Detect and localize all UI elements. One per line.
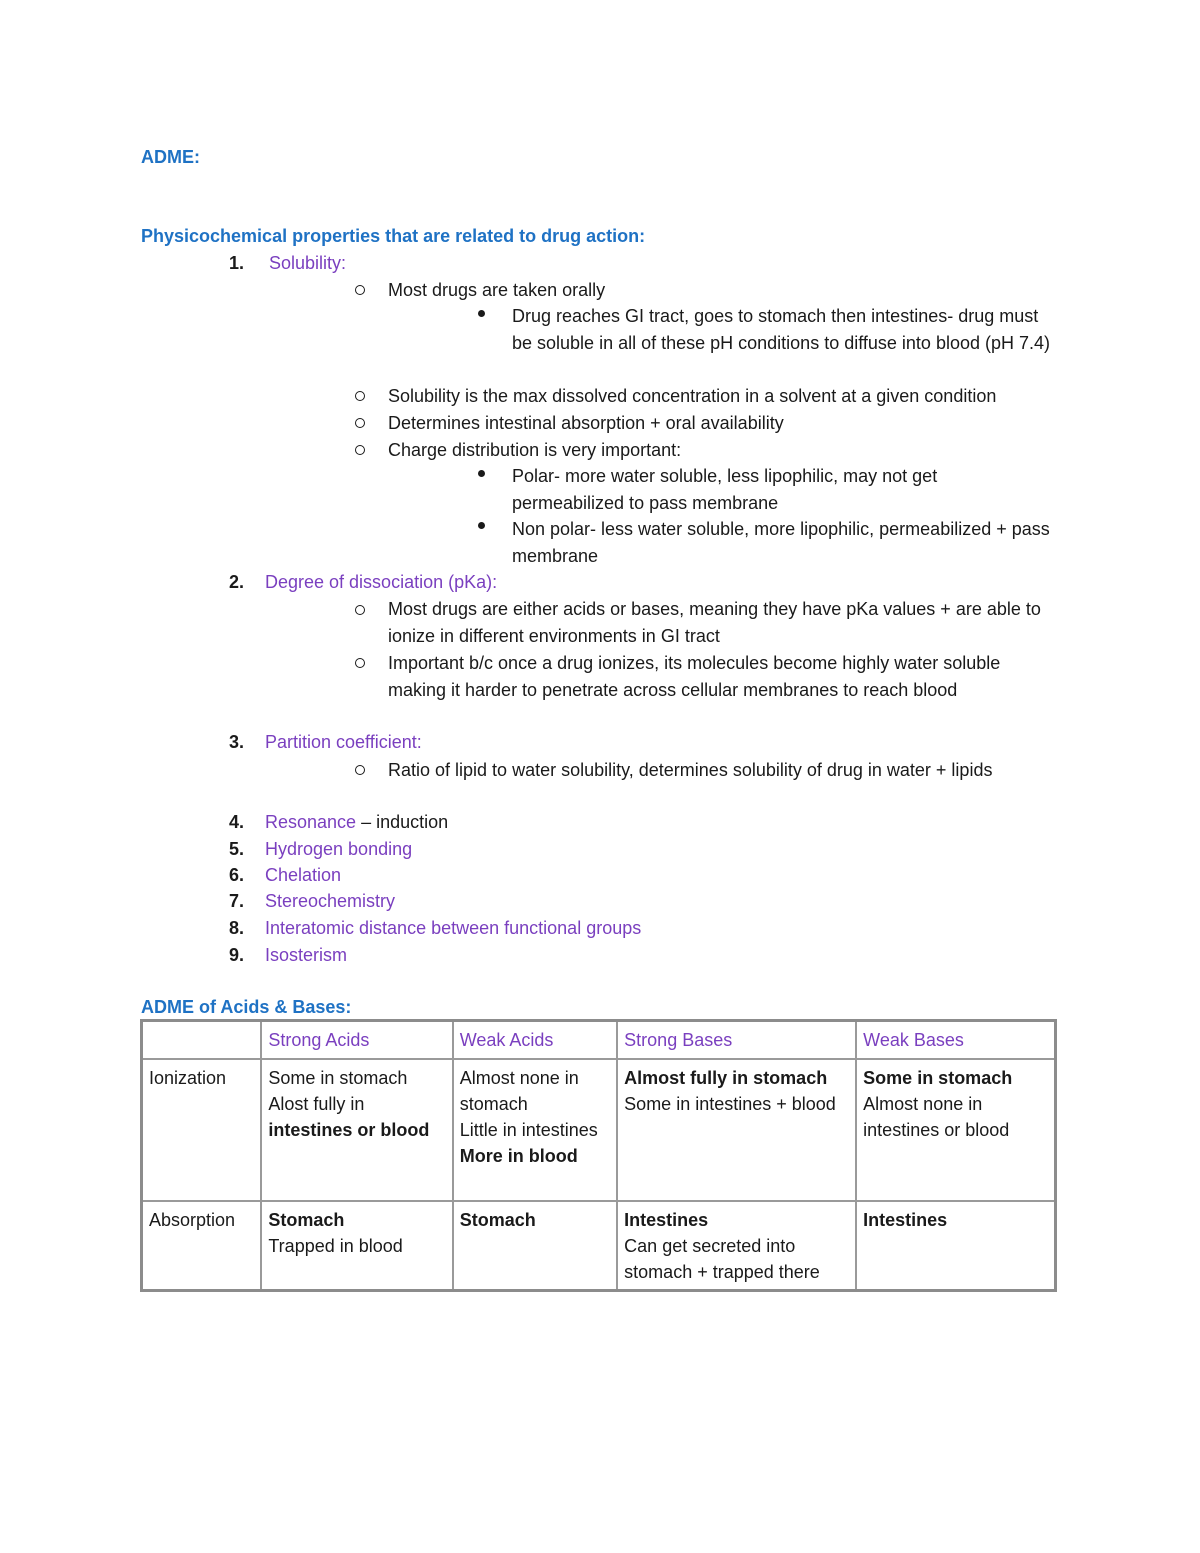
item-number: 1. <box>229 253 245 273</box>
table-header-cell: Weak Acids <box>453 1021 617 1060</box>
partition-point: Ratio of lipid to water solubility, determines solubility of drug in water + lipids <box>388 760 993 780</box>
table-cell <box>261 1059 452 1201</box>
table-header-cell: Weak Bases <box>856 1021 1055 1060</box>
item-label-stereochemistry: Stereochemistry <box>265 891 396 911</box>
cell-text-bold: Stomach <box>459 1210 536 1230</box>
table-cell <box>856 1059 1055 1201</box>
row-label-ionization: Ionization <box>142 1059 262 1201</box>
item-resonance <box>265 812 448 833</box>
item-number: 3. <box>229 732 245 752</box>
table-cell <box>617 1201 856 1291</box>
solubility-point: Most drugs are taken orally <box>388 280 606 300</box>
circle-bullet-icon <box>355 765 365 775</box>
cell-text-bold: Almost fully in stomach <box>624 1068 828 1088</box>
solubility-point: Solubility is the max dissolved concentration in a solvent at a given condition <box>388 386 997 406</box>
cell-text: Trapped in blood <box>268 1236 403 1256</box>
cell-text: Some in stomach <box>268 1068 408 1088</box>
cell-text-bold: Some in stomach <box>863 1068 1013 1088</box>
table-row <box>142 1059 1056 1201</box>
dot-bullet-icon <box>478 470 485 477</box>
cell-text: Some in intestines + blood <box>624 1094 836 1114</box>
item-number: 5. <box>229 839 245 859</box>
dissociation-point: Important b/c once a drug ionizes, its molecules become highly water soluble making it harder to penetrate across cellular membranes to reach blood <box>388 653 1001 700</box>
table-header-cell: Strong Acids <box>261 1021 452 1060</box>
dot-bullet-icon <box>478 522 485 529</box>
dissociation-point: Most drugs are either acids or bases, meaning they have pKa values + are able to ionize in different environments in GI tract <box>388 599 1041 646</box>
solubility-point: Determines intestinal absorption + oral availability <box>388 413 784 433</box>
table-header-cell: Strong Bases <box>617 1021 856 1060</box>
circle-bullet-icon <box>355 391 365 401</box>
table-header-cell <box>142 1021 262 1060</box>
item-number: 9. <box>229 945 245 965</box>
table-cell <box>453 1059 617 1201</box>
solubility-subpoint: Non polar- less water soluble, more lipophilic, permeabilized + pass membrane <box>512 519 1050 566</box>
item-number: 2. <box>229 572 245 592</box>
cell-text: Almost none in intestines or blood <box>863 1094 1010 1140</box>
cell-text: Can get secreted into stomach + trapped there <box>624 1236 820 1282</box>
cell-text-bold: Stomach <box>268 1210 345 1230</box>
document-heading: ADME: <box>141 147 200 167</box>
circle-bullet-icon <box>355 445 365 455</box>
solubility-point: Charge distribution is very important: <box>388 440 682 460</box>
item-label-isosterism: Isosterism <box>265 945 348 965</box>
section-title-adme-acids-bases: ADME of Acids & Bases: <box>141 997 352 1017</box>
circle-bullet-icon <box>355 418 365 428</box>
item-number: 8. <box>229 918 245 938</box>
circle-bullet-icon <box>355 285 365 295</box>
item-label-solubility: Solubility: <box>269 253 347 273</box>
item-label-dissociation: Degree of dissociation (pKa): <box>265 572 498 592</box>
table-cell <box>261 1201 452 1291</box>
table-row <box>142 1201 1056 1291</box>
table-header-row <box>142 1021 1056 1060</box>
row-label-absorption: Absorption <box>142 1201 262 1291</box>
adme-table <box>140 1019 1057 1292</box>
cell-text-bold: Intestines <box>624 1210 709 1230</box>
dot-bullet-icon <box>478 310 485 317</box>
table-cell <box>856 1201 1055 1291</box>
table-cell <box>453 1201 617 1291</box>
item-label-interatomic-distance: Interatomic distance between functional groups <box>265 918 642 938</box>
solubility-subpoint: Polar- more water soluble, less lipophilic, may not get permeabilized to pass membrane <box>512 466 938 513</box>
solubility-subpoint: Drug reaches GI tract, goes to stomach then intestines- drug must be soluble in all of these pH conditions to diffuse into blood (pH 7.4) <box>512 306 1051 353</box>
item-label-resonance: Resonance <box>265 812 357 832</box>
cell-text-bold: Intestines <box>863 1210 948 1230</box>
item-number: 6. <box>229 865 245 885</box>
table-cell <box>617 1059 856 1201</box>
item-number: 4. <box>229 812 245 832</box>
item-suffix: – induction <box>356 812 449 832</box>
cell-text: Little in intestines <box>459 1120 598 1140</box>
section-title-physicochemical: Physicochemical properties that are related to drug action: <box>141 226 646 246</box>
item-number: 7. <box>229 891 245 911</box>
circle-bullet-icon <box>355 605 365 615</box>
circle-bullet-icon <box>355 658 365 668</box>
cell-text: Alost fully in <box>268 1094 365 1114</box>
cell-text-bold: intestines or blood <box>268 1120 430 1140</box>
item-label-hydrogen-bonding: Hydrogen bonding <box>265 839 413 859</box>
item-label-chelation: Chelation <box>265 865 342 885</box>
cell-text: Almost none in stomach <box>459 1068 579 1114</box>
item-label-partition: Partition coefficient: <box>265 732 422 752</box>
cell-text-bold: More in blood <box>459 1146 578 1166</box>
